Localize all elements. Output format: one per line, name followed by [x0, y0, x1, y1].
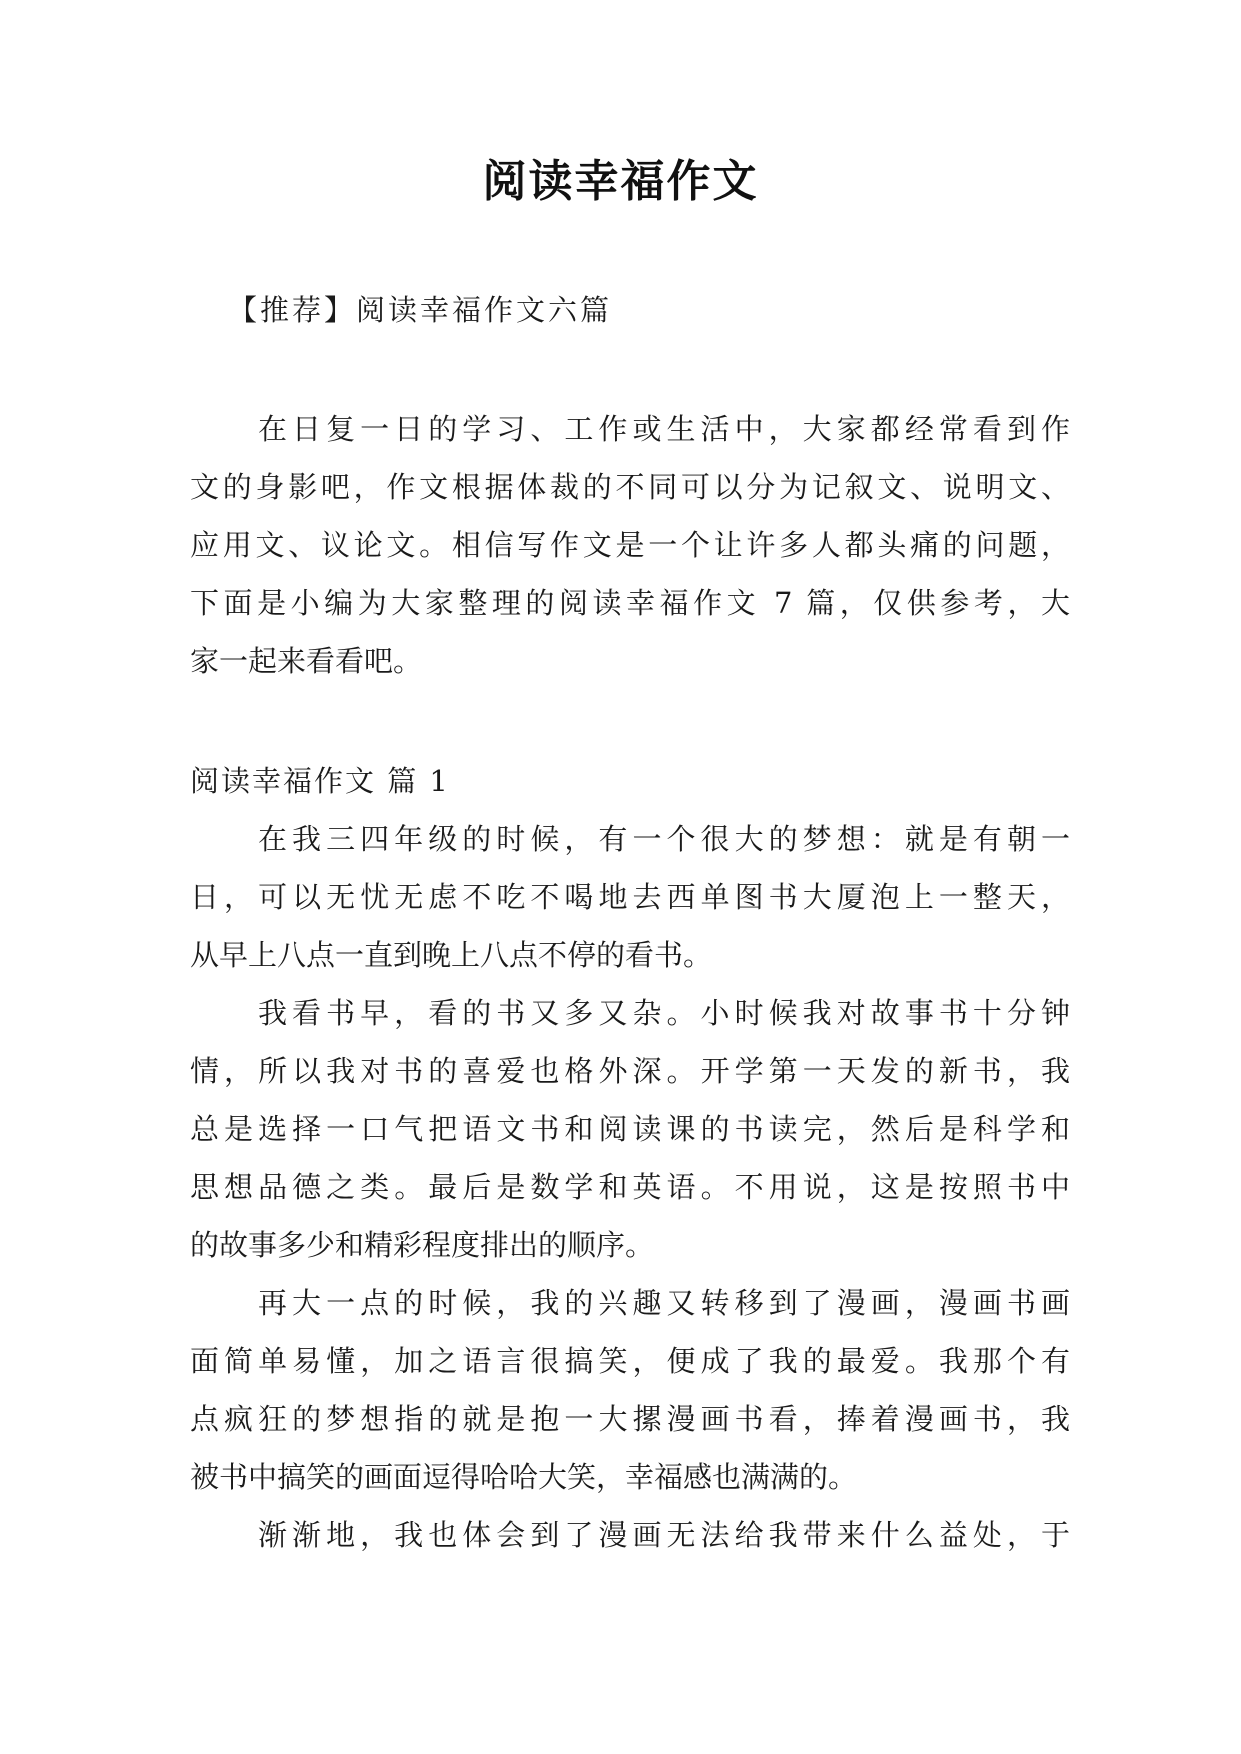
body-line: 被书中搞笑的画面逗得哈哈大笑，幸福感也满满的。 [190, 1460, 858, 1494]
intro-paragraph [190, 400, 1070, 690]
intro-line: 下面是小编为大家整理的阅读幸福作文 7 篇，仅供参考，大 [190, 586, 1070, 620]
body-line: 从早上八点一直到晚上八点不停的看书。 [190, 938, 713, 972]
body-line: 渐渐地，我也体会到了漫画无法给我带来什么益处，于 [258, 1518, 1070, 1552]
intro-line: 家一起来看看吧。 [190, 644, 423, 678]
body-line: 再大一点的时候，我的兴趣又转移到了漫画，漫画书画 [258, 1286, 1070, 1320]
document-subtitle: 【推荐】阅读幸福作文六篇 [228, 293, 613, 327]
section-body [190, 810, 1070, 1564]
body-line: 日，可以无忧无虑不吃不喝地去西单图书大厦泡上一整天， [190, 880, 1070, 914]
body-line: 我看书早，看的书又多又杂。小时候我对故事书十分钟 [258, 996, 1070, 1030]
body-line: 的故事多少和精彩程度排出的顺序。 [190, 1228, 655, 1262]
body-line: 点疯狂的梦想指的就是抱一大摞漫画书看，捧着漫画书，我 [190, 1402, 1070, 1436]
body-line: 情，所以我对书的喜爱也格外深。开学第一天发的新书，我 [190, 1054, 1070, 1088]
document-title: 阅读幸福作文 [482, 156, 759, 207]
intro-line: 文的身影吧，作文根据体裁的不同可以分为记叙文、说明文、 [190, 470, 1070, 504]
body-line: 思想品德之类。最后是数学和英语。不用说，这是按照书中 [190, 1170, 1070, 1204]
body-line: 总是选择一口气把语文书和阅读课的书读完，然后是科学和 [190, 1112, 1070, 1146]
intro-line: 在日复一日的学习、工作或生活中，大家都经常看到作 [258, 412, 1070, 446]
section-heading: 阅读幸福作文 篇 1 [190, 764, 450, 798]
body-line: 在我三四年级的时候，有一个很大的梦想：就是有朝一 [258, 822, 1070, 856]
body-line: 面简单易懂，加之语言很搞笑，便成了我的最爱。我那个有 [190, 1344, 1070, 1378]
intro-line: 应用文、议论文。相信写作文是一个让许多人都头痛的问题， [190, 528, 1070, 562]
